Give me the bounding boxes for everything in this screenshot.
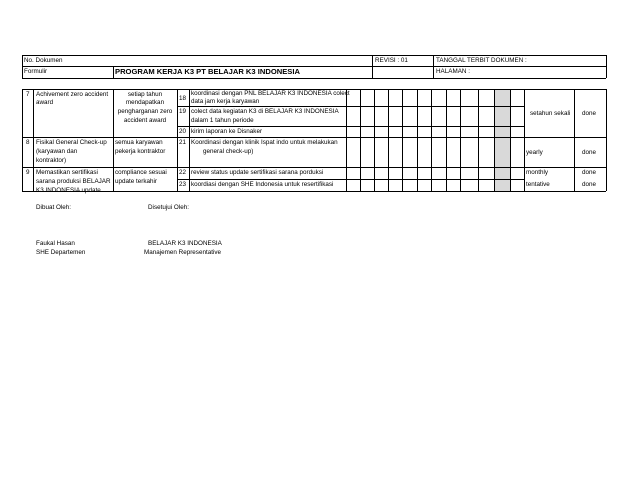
program-item-line: kontraktor) — [36, 157, 67, 164]
target-line: mendapatkan — [125, 99, 165, 106]
frequency: setahun sekali — [530, 110, 571, 117]
approver-title: Manajemen Representative — [144, 249, 222, 256]
tanggal-terbit-label: TANGGAL TERBIT DOKUMEN : — [436, 57, 527, 64]
program-item-line: Memastikan sertifikasi — [36, 169, 98, 176]
status: done — [582, 149, 597, 156]
approver-name: BELAJAR K3 INDONESIA — [148, 240, 222, 247]
formulir-label: Formulir — [24, 68, 48, 75]
target-line: pekerja kontraktor — [115, 148, 166, 155]
frequency: monthly — [526, 169, 549, 176]
activity-line: dalam 1 tahun periode — [191, 117, 254, 124]
frequency: yearly — [526, 149, 543, 156]
revisi-label: REVISI : 01 — [375, 57, 408, 64]
activity-line: data jam kerja karyawan — [191, 98, 260, 105]
program-item-line: Fisikal General Check-up — [36, 139, 107, 146]
preparer-name: Faukal Hasan — [36, 240, 75, 247]
activity-number: 21 — [179, 139, 187, 146]
dibuat-oleh-label: Dibuat Oleh: — [36, 204, 72, 211]
target-line: compliance sesuai — [115, 169, 167, 176]
disetujui-oleh-label: Disetujui Oleh: — [148, 204, 189, 211]
activity-line: koordiasi dengan SHE Indonesia untuk resertifikasi — [191, 181, 334, 188]
row-number: 9 — [26, 169, 30, 176]
no-dokumen-label: No. Dokumen — [24, 57, 63, 64]
activity-number: 20 — [179, 128, 187, 135]
target-line: semua karyawan — [115, 139, 163, 146]
target-line: pengharganan zero — [117, 108, 173, 115]
target-line: accident award — [123, 117, 167, 124]
status: done — [582, 181, 597, 188]
frequency: tentative — [526, 181, 550, 188]
status: done — [582, 110, 597, 117]
target-line: update terkahir — [115, 178, 158, 185]
status: done — [582, 169, 597, 176]
halaman-label: HALAMAN : — [436, 68, 470, 75]
row-number: 8 — [26, 139, 30, 146]
activity-line: koordinasi dengan PNL BELAJAR K3 INDONESIA colect — [191, 90, 350, 97]
program-item-line: K3 INDONESIA update — [36, 187, 101, 194]
program-item-line: sarana produksi BELAJAR — [36, 178, 111, 185]
program-item-line: award — [36, 99, 54, 106]
program-item-line: Achivement zero accident — [36, 91, 109, 98]
program-item-line: (karyawan dan — [36, 148, 78, 155]
activity-number: 22 — [179, 169, 187, 176]
activity-number: 19 — [179, 108, 187, 115]
activity-line: Koordinasi dengan klinik Ispat indo untuk melakukan — [191, 139, 338, 146]
activity-line: review status update sertifikasi sarana porduksi — [191, 169, 324, 176]
document-title: PROGRAM KERJA K3 PT BELAJAR K3 INDONESIA — [115, 67, 300, 76]
activity-line: colect data kegiatan K3 di BELAJAR K3 INDONESIA — [191, 108, 339, 115]
row-number: 7 — [26, 91, 30, 98]
preparer-title: SHE Departemen — [36, 249, 86, 256]
activity-line: general check-up) — [203, 148, 254, 155]
activity-line: kirim laporan ke Disnaker — [191, 128, 263, 135]
activity-number: 18 — [179, 95, 187, 102]
target-line: setiap tahun — [127, 91, 163, 98]
activity-number: 23 — [179, 181, 187, 188]
